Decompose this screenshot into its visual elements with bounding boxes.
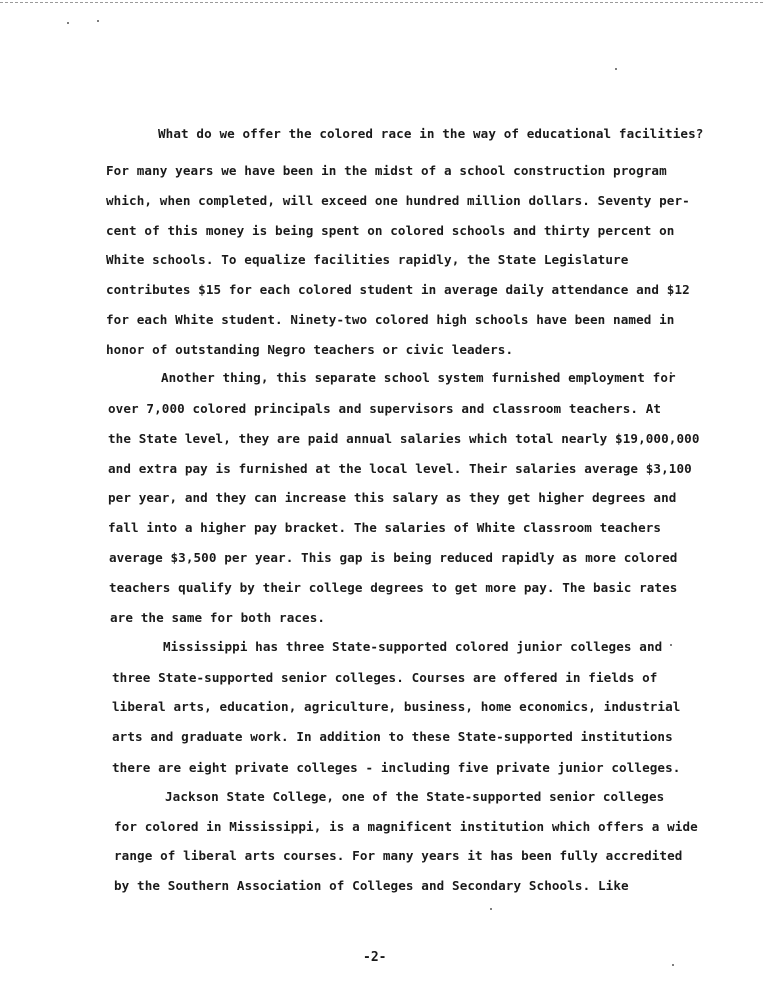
text-line: What do we offer the colored race in the way of educational facilities? (158, 126, 704, 141)
text-line: range of liberal arts courses. For many years it has been fully accredited (114, 848, 683, 863)
text-line: the State level, they are paid annual salaries which total nearly $19,000,000 (108, 431, 700, 446)
text-line: contributes $15 for each colored student in average daily attendance and $12 (106, 282, 690, 297)
text-line: fall into a higher pay bracket. The salaries of White classroom teachers (108, 520, 662, 535)
text-line: liberal arts, education, agriculture, business, home economics, industrial (112, 699, 681, 714)
text-line: Another thing, this separate school system furnished employment for (161, 370, 676, 385)
text-line: honor of outstanding Negro teachers or civic leaders. (106, 342, 514, 357)
text-line: for colored in Mississippi, is a magnificent institution which offers a wide (114, 819, 698, 834)
text-line: cent of this money is being spent on colored schools and thirty percent on (106, 223, 675, 238)
scan-speck (670, 644, 672, 646)
scan-speck (490, 908, 492, 910)
text-line: three State-supported senior colleges. Courses are offered in fields of (112, 670, 658, 685)
text-line: for each White student. Ninety-two colored high schools have been named in (106, 312, 675, 327)
text-line: which, when completed, will exceed one hundred million dollars. Seventy per- (106, 193, 690, 208)
text-line: For many years we have been in the midst of a school construction program (106, 163, 667, 178)
text-line: over 7,000 colored principals and supervisors and classroom teachers. At (108, 401, 662, 416)
text-line: there are eight private colleges - including five private junior colleges. (112, 760, 681, 775)
scan-speck (615, 68, 617, 70)
page-top-edge (0, 2, 763, 3)
text-line: teachers qualify by their college degrees to get more pay. The basic rates (109, 580, 678, 595)
text-line: per year, and they can increase this salary as they get higher degrees and (108, 490, 677, 505)
text-line: Jackson State College, one of the State-supported senior colleges (165, 789, 665, 804)
page-number: -2- (363, 950, 387, 965)
text-line: White schools. To equalize facilities rapidly, the State Legislature (106, 252, 629, 267)
scan-speck (672, 964, 674, 966)
text-line: arts and graduate work. In addition to these State-supported institutions (112, 729, 673, 744)
text-line: and extra pay is furnished at the local level. Their salaries average $3,100 (108, 461, 692, 476)
text-line: are the same for both races. (110, 610, 326, 625)
text-line: by the Southern Association of Colleges and Secondary Schools. Like (114, 878, 629, 893)
text-line: Mississippi has three State-supported colored junior colleges and (163, 639, 663, 654)
text-line: average $3,500 per year. This gap is being reduced rapidly as more colored (109, 550, 678, 565)
scan-speck (97, 20, 99, 22)
scan-speck (67, 22, 69, 24)
